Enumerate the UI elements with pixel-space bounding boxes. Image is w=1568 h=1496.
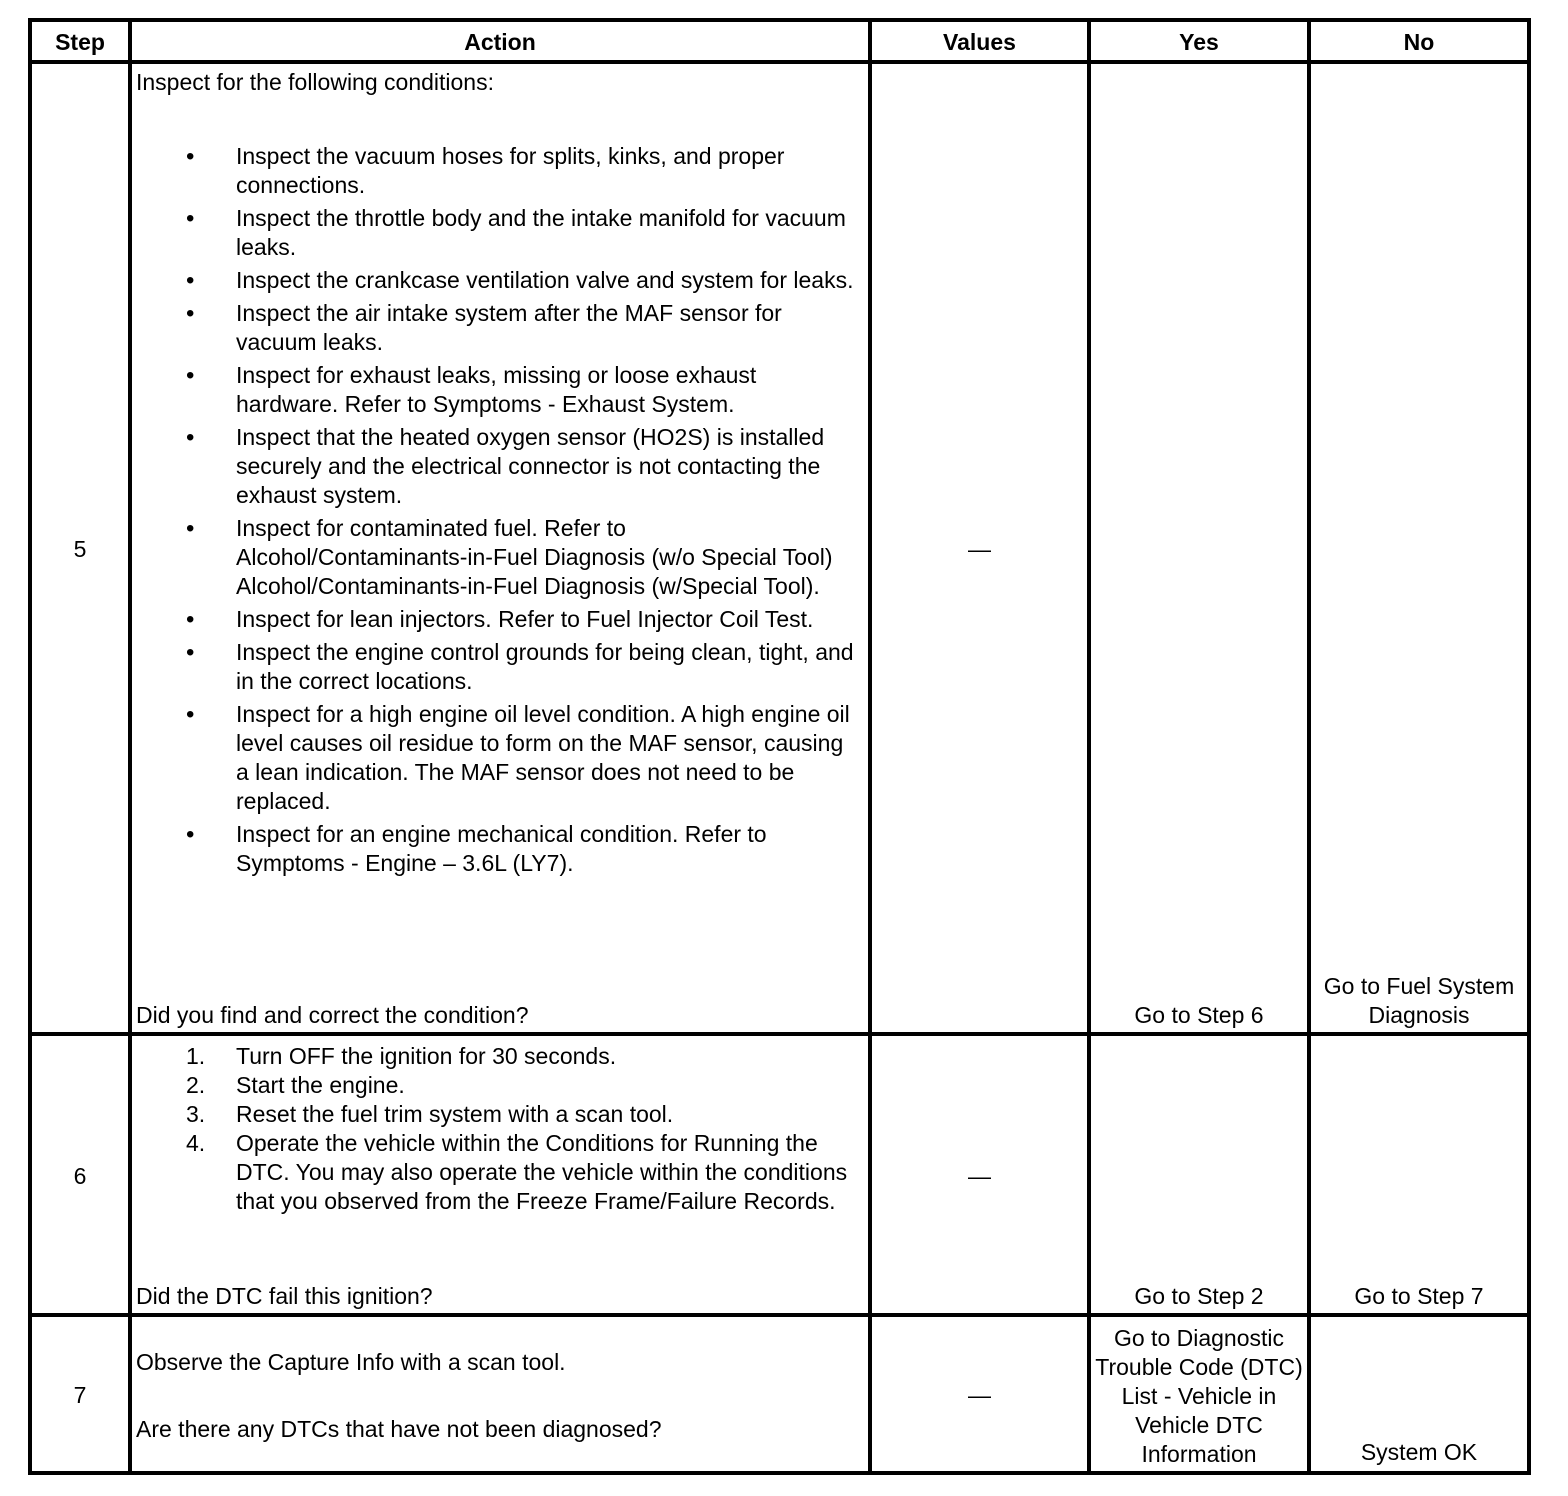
- item-text: Turn OFF the ignition for 30 seconds.: [236, 1043, 617, 1069]
- yes-link[interactable]: Go to Diagnostic Trouble Code (DTC) List - Vehicle in Vehicle DTC Information: [1095, 1325, 1303, 1467]
- values-cell: —: [968, 1163, 991, 1189]
- table-border-left: [28, 18, 32, 1475]
- values-cell: —: [968, 1382, 991, 1408]
- table-border-bottom: [28, 1471, 1531, 1475]
- step-number: 6: [73, 1163, 87, 1189]
- item-text: Reset the fuel trim system with a scan tool.: [236, 1101, 674, 1127]
- action-question: Did the DTC fail this ignition?: [136, 1283, 433, 1309]
- header-no: No: [1403, 29, 1435, 55]
- no-link[interactable]: Go to Step 7: [1354, 1283, 1484, 1309]
- header-values: Values: [943, 29, 1016, 55]
- list-item: [136, 1071, 856, 1100]
- list-item: • Inspect the throttle body and the intake manifold for vacuum leaks.: [136, 204, 862, 262]
- item-text: Start the engine.: [236, 1072, 405, 1098]
- list-item: • Inspect for lean injectors. Refer to Fuel Injector Coil Test.: [136, 605, 862, 634]
- yes-link[interactable]: Go to Step 2: [1134, 1283, 1264, 1309]
- condition-list: [136, 142, 862, 882]
- list-item: • Inspect the engine control grounds for being clean, tight, and in the correct locations.: [136, 638, 862, 696]
- header-yes: Yes: [1179, 29, 1219, 55]
- list-item: • Inspect that the heated oxygen sensor (HO2S) is installed securely and the electrical connector is not contacting the exhaust system.: [136, 423, 862, 510]
- action-question: Did you find and correct the condition?: [136, 1002, 529, 1028]
- action-intro: Observe the Capture Info with a scan tool.: [136, 1349, 566, 1375]
- column-divider: [1307, 18, 1311, 1475]
- no-link[interactable]: System OK: [1360, 1439, 1478, 1465]
- item-text: Operate the vehicle within the Conditions for Running the DTC. You may also operate the vehicle within the conditions that you observed from the Freeze Frame/Failure Records.: [236, 1130, 848, 1214]
- yes-link[interactable]: Go to Step 6: [1134, 1002, 1264, 1028]
- item-number: 1.: [186, 1043, 206, 1069]
- list-item: [136, 1100, 856, 1129]
- list-item: • Inspect the crankcase ventilation valve and system for leaks.: [136, 266, 862, 295]
- procedure-list: [136, 1042, 856, 1216]
- list-item: • Inspect for an engine mechanical condition. Refer to Symptoms - Engine – 3.6L (LY7).: [136, 820, 862, 878]
- action-question: Are there any DTCs that have not been diagnosed?: [136, 1416, 662, 1442]
- list-item: • Inspect for contaminated fuel. Refer to Alcohol/Contaminants-in-Fuel Diagnosis (w/o Special Tool) Alcohol/Contaminants-in-Fuel Diagnosis (w/Special Tool).: [136, 514, 862, 601]
- table-border-right: [1527, 18, 1531, 1475]
- list-item: [136, 1042, 856, 1071]
- list-item: • Inspect for a high engine oil level condition. A high engine oil level causes oil residue to form on the MAF sensor, causing a lean indication. The MAF sensor does not need to be replaced.: [136, 700, 862, 816]
- column-divider: [1087, 18, 1091, 1475]
- action-intro: Inspect for the following conditions:: [136, 69, 494, 95]
- diagnostic-table: [28, 18, 1531, 1475]
- list-item: • Inspect for exhaust leaks, missing or loose exhaust hardware. Refer to Symptoms - Exhaust System.: [136, 361, 862, 419]
- header-action: Action: [464, 29, 536, 55]
- step-number: 7: [73, 1382, 87, 1408]
- row-divider: [28, 1313, 1531, 1317]
- list-item: [136, 1129, 856, 1216]
- list-item: • Inspect the vacuum hoses for splits, kinks, and proper connections.: [136, 142, 862, 200]
- item-number: 4.: [186, 1130, 206, 1156]
- list-item: • Inspect the air intake system after the MAF sensor for vacuum leaks.: [136, 299, 862, 357]
- item-number: 2.: [186, 1072, 206, 1098]
- header-step: Step: [55, 29, 105, 55]
- column-divider: [128, 18, 132, 1475]
- column-divider: [868, 18, 872, 1475]
- step-number: 5: [73, 536, 87, 562]
- values-cell: —: [968, 536, 991, 562]
- row-divider: [28, 1032, 1531, 1036]
- no-link[interactable]: Go to Fuel System Diagnosis: [1323, 973, 1515, 1028]
- item-number: 3.: [186, 1101, 206, 1127]
